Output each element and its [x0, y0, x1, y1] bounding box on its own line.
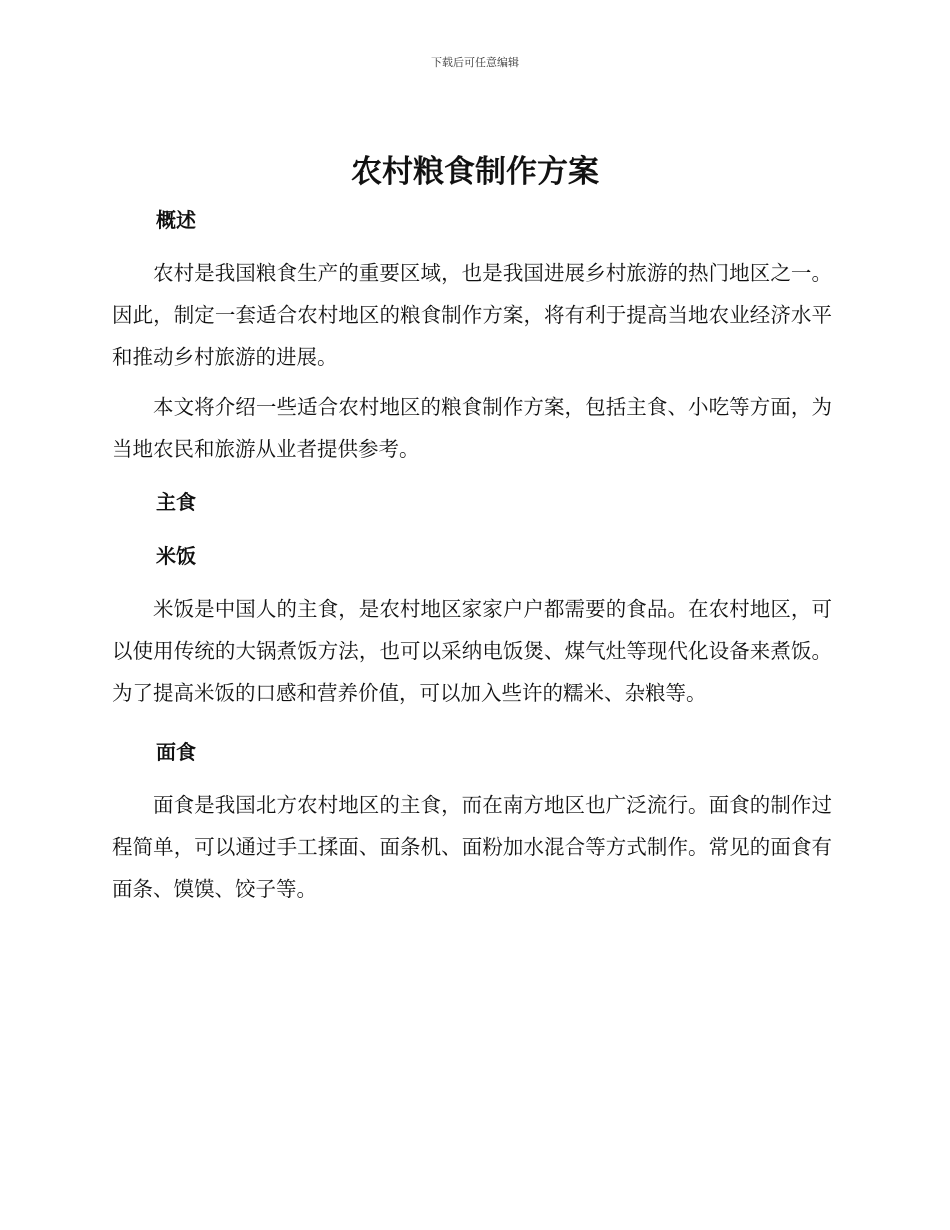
document-body — [112, 200, 832, 910]
paragraph-overview-2: 本文将介绍一些适合农村地区的粮食制作方案，包括主食、小吃等方面，为当地农民和旅游从业者提供参考。 — [112, 395, 832, 461]
page-header-note: 下载后可任意编辑 — [431, 56, 519, 69]
section-heading-noodle: 面食 — [156, 740, 196, 764]
section-heading-overview: 概述 — [156, 208, 196, 232]
section-heading-staple: 主食 — [156, 490, 196, 514]
paragraph-rice: 米饭是中国人的主食，是农村地区家家户户都需要的食品。在农村地区，可以使用传统的大锅煮饭方法，也可以采纳电饭煲、煤气灶等现代化设备来煮饭。为了提高米饭的口感和营养价值，可以加入些许的糯米、杂粮等。 — [112, 597, 832, 705]
section-heading-rice: 米饭 — [156, 544, 196, 568]
paragraph-noodle: 面食是我国北方农村地区的主食，而在南方地区也广泛流行。面食的制作过程简单，可以通过手工揉面、面条机、面粉加水混合等方式制作。常见的面食有面条、馍馍、饺子等。 — [112, 793, 832, 901]
document-title: 农村粮食制作方案 — [351, 154, 599, 190]
paragraph-overview-1: 农村是我国粮食生产的重要区域，也是我国进展乡村旅游的热门地区之一。因此，制定一套适合农村地区的粮食制作方案，将有利于提高当地农业经济水平和推动乡村旅游的进展。 — [112, 261, 832, 369]
